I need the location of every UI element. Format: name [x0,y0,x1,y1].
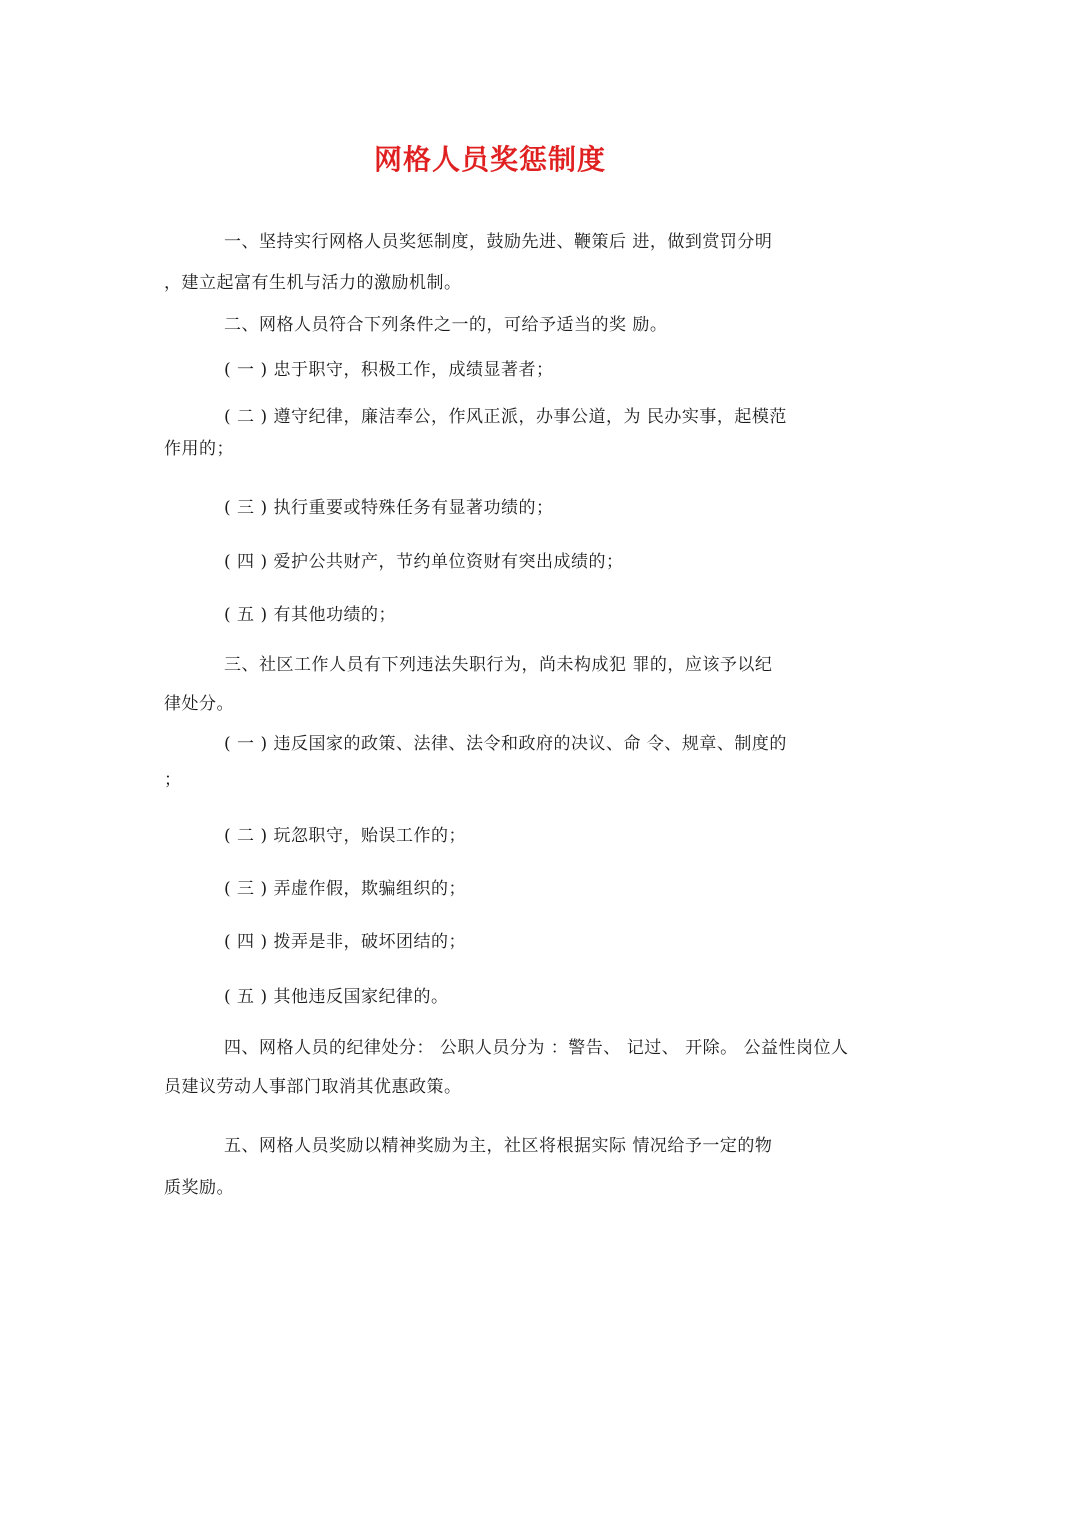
reward-item-2-line-1: ( 二 ) 遵守纪律，廉洁奉公，作风正派，办事公道，为 民办实事，起模范 [224,407,787,427]
reward-item-4: ( 四 ) 爱护公共财产，节约单位资财有突出成绩的； [224,552,624,572]
violation-item-1-line-2: ； [164,770,182,790]
paragraph-3-line-1: 三、社区工作人员有下列违法失职行为，尚未构成犯 罪的，应该予以纪 [224,655,773,675]
violation-item-2: ( 二 ) 玩忽职守，贻误工作的； [224,826,466,846]
paragraph-3-line-2: 律处分。 [164,694,234,714]
violation-item-3: ( 三 ) 弄虚作假，欺骗组织的； [224,879,466,899]
paragraph-1-line-2: ，建立起富有生机与活力的激励机制。 [164,273,462,293]
reward-item-5: ( 五 ) 有其他功绩的； [224,605,396,625]
document-title: 网格人员奖惩制度 [373,143,606,176]
reward-item-2-line-2: 作用的； [164,439,234,459]
violation-item-5: ( 五 ) 其他违反国家纪律的。 [224,987,449,1007]
violation-item-1-line-1: ( 一 ) 违反国家的政策、法律、法令和政府的决议、命 令、规章、制度的 [224,734,787,754]
paragraph-5-line-1: 五、网格人员奖励以精神奖励为主，社区将根据实际 情况给予一定的物 [224,1136,773,1156]
reward-item-3: ( 三 ) 执行重要或特殊任务有显著功绩的； [224,498,554,518]
paragraph-2: 二、网格人员符合下列条件之一的，可给予适当的奖 励。 [224,315,668,335]
violation-item-4: ( 四 ) 拨弄是非，破坏团结的； [224,932,466,952]
paragraph-1-line-1: 一、坚持实行网格人员奖惩制度，鼓励先进、鞭策后 进，做到赏罚分明 [224,232,773,252]
paragraph-4-line-1: 四、网格人员的纪律处分： 公职人员分为 ：警告、 记过、 开除。 公益性岗位人 [224,1038,849,1058]
paragraph-5-line-2: 质奖励。 [164,1178,234,1198]
paragraph-4-line-2: 员建议劳动人事部门取消其优惠政策。 [164,1077,462,1097]
reward-item-1: ( 一 ) 忠于职守，积极工作，成绩显著者； [224,360,554,380]
